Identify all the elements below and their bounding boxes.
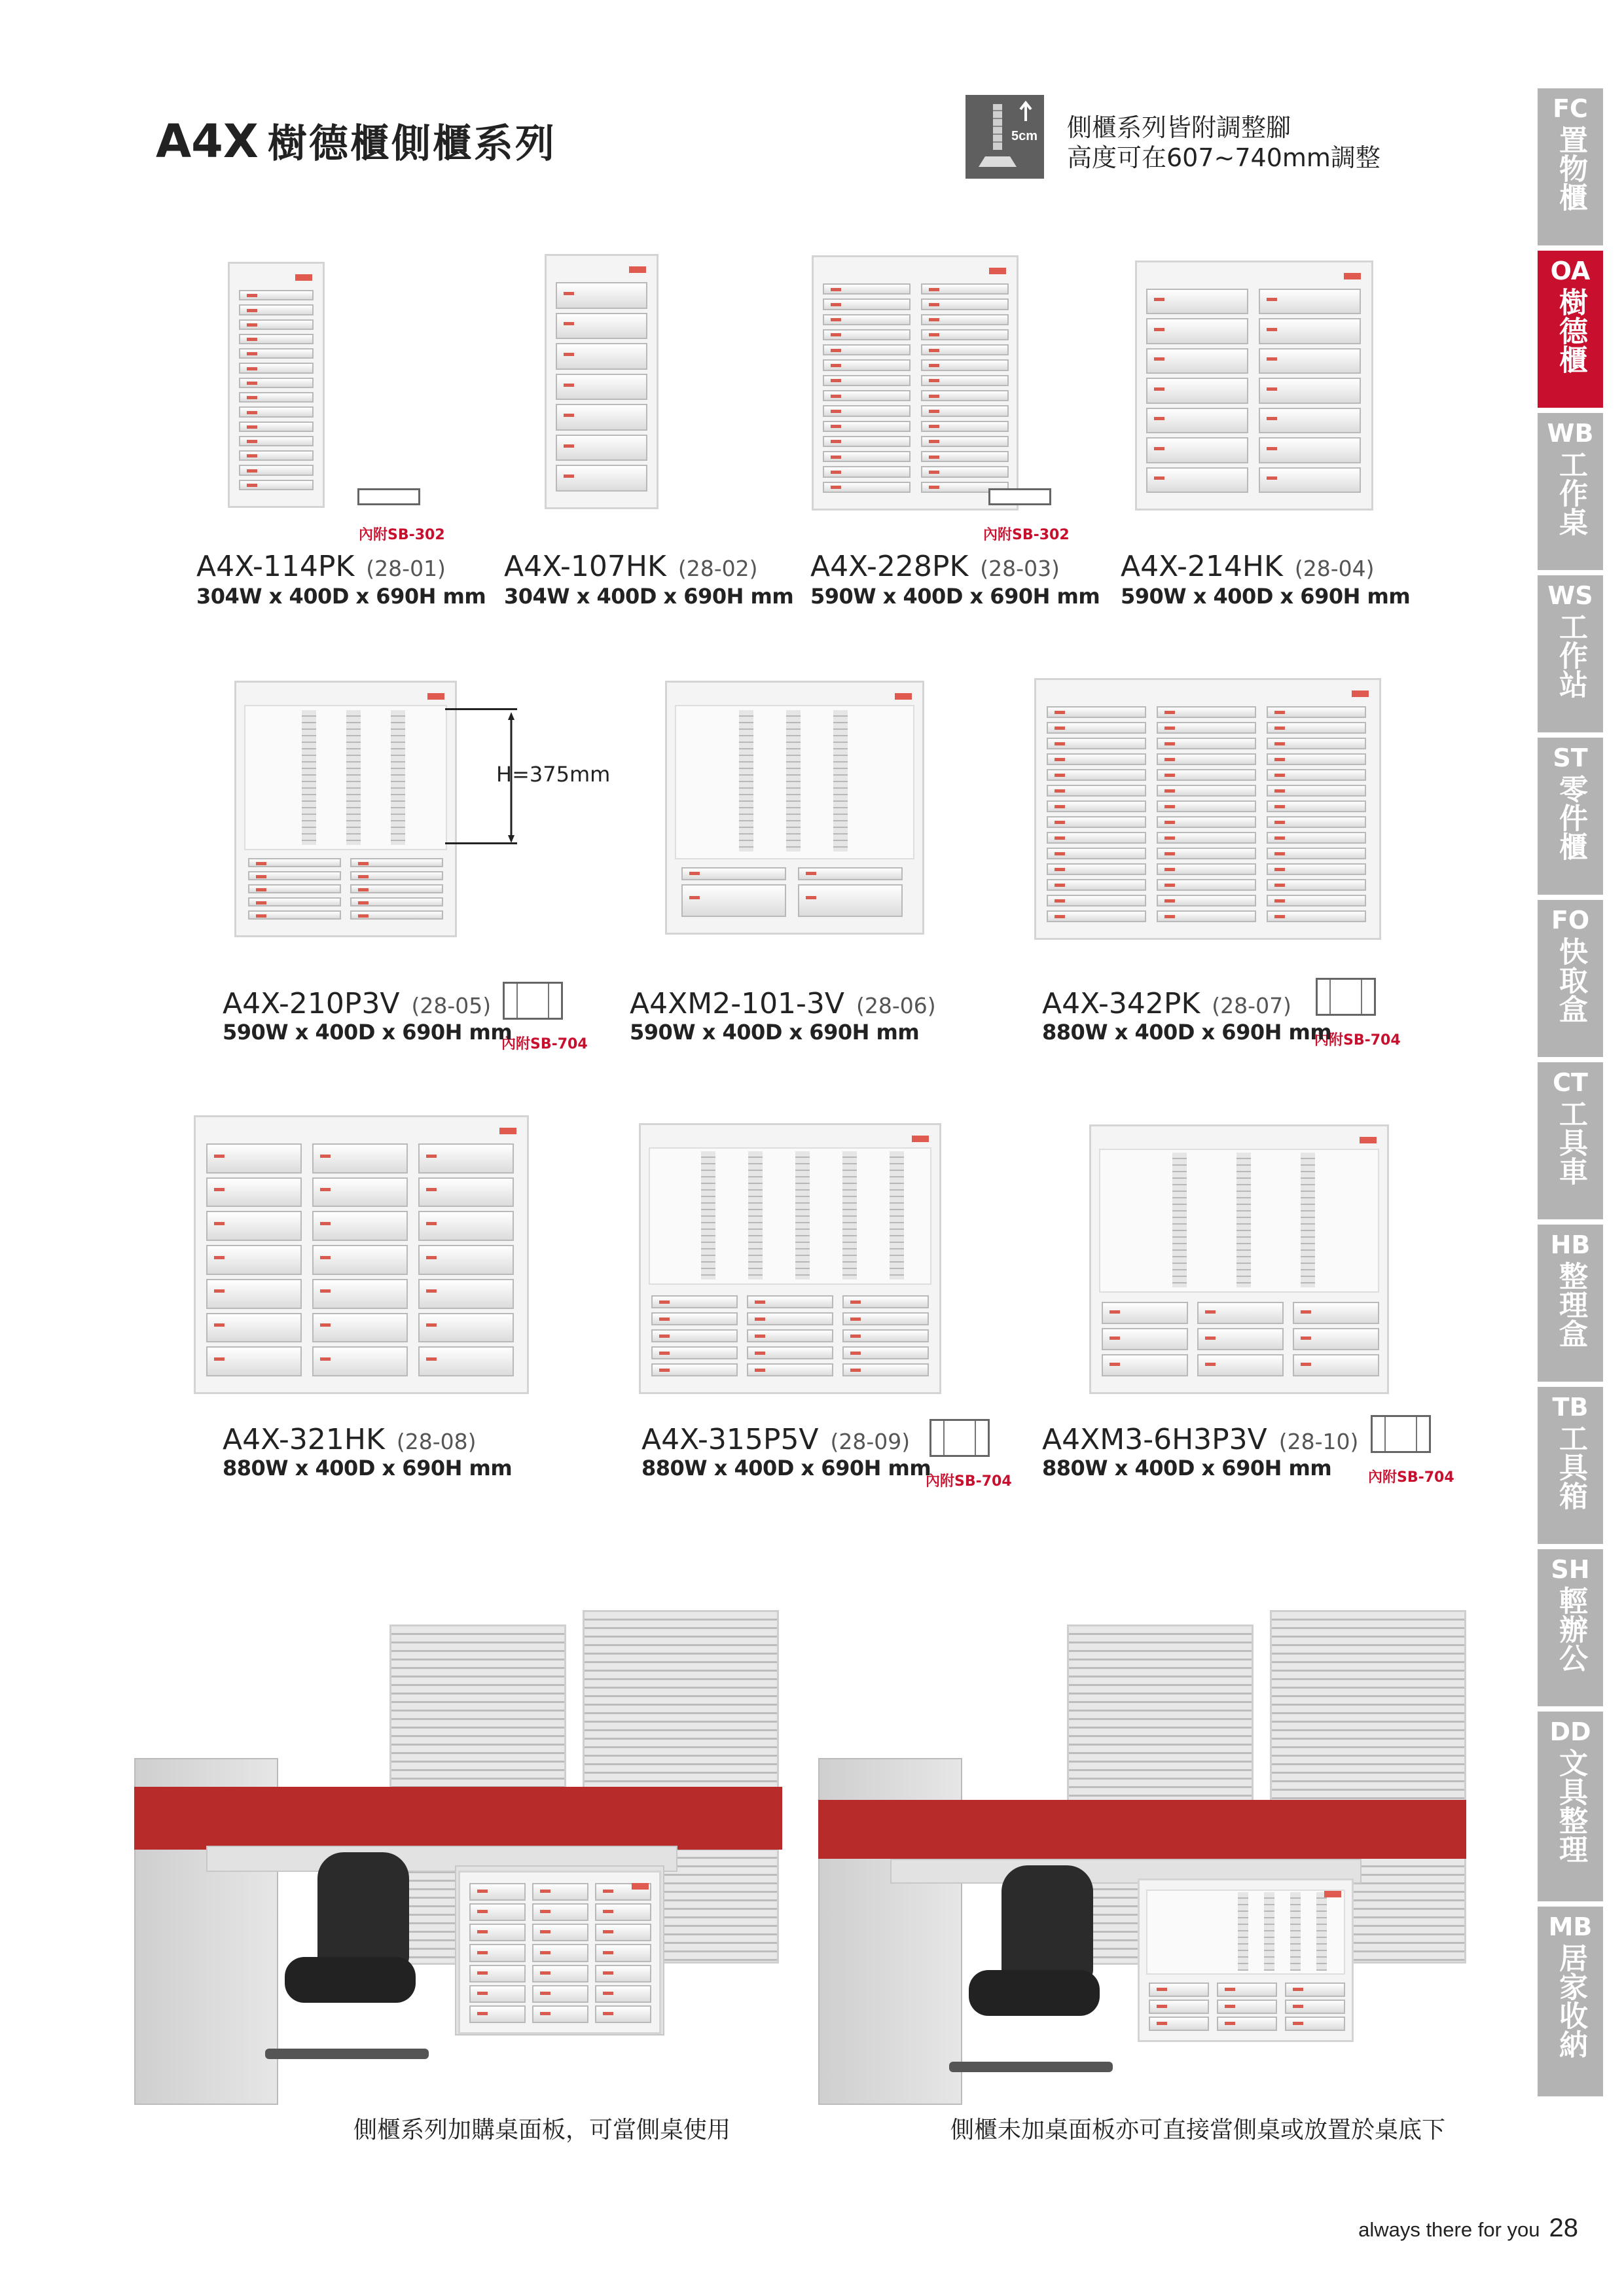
product-name: A4X-228PK (28-03) [810,550,1060,583]
office-photo-right [812,1590,1476,2114]
height-guide-top [445,708,517,710]
tab-wb[interactable]: WB 工作桌 [1538,413,1603,570]
tab-ws[interactable]: WS 工作站 [1538,575,1603,732]
right-photo-caption: 側櫃未加桌面板亦可直接當側桌或放置於桌底下 [950,2117,1446,2144]
tab-dd[interactable]: DD 文具整理 [1538,1712,1603,1901]
sb-704-tray-icon [503,982,563,1020]
product-name: A4X-214HK (28-04) [1121,550,1375,583]
left-photo-caption: 側櫃系列加購桌面板，可當側桌使用 [353,2117,731,2144]
product-name: A4XM2-101-3V (28-06) [630,987,936,1020]
height-adjust-icon [965,95,1044,179]
tab-mb[interactable]: MB 居家收納 [1538,1907,1603,2096]
height-guide-bottom [445,842,517,844]
product-dimensions: 590W x 400D x 690H mm [810,584,1100,609]
product-name: A4X-321HK (28-08) [223,1423,477,1456]
sb-704-tray-icon [1316,978,1376,1016]
product-name: A4X-342PK (28-07) [1042,987,1291,1020]
cabinet-image [1034,678,1381,940]
cabinet-image [228,262,325,508]
accessory-label: 內附SB-302 [359,527,445,543]
cabinet-image [639,1123,941,1394]
cabinet-image [665,681,924,935]
product-name: A4X-107HK (28-02) [504,550,758,583]
footer-slogan: always there for you [1358,2218,1540,2241]
tab-oa[interactable]: OA 樹德櫃 [1538,251,1603,408]
sb-302-tray-icon [357,488,420,505]
adjustable-feet-note [1067,113,1380,173]
tab-sh[interactable]: SH 輕辦公 [1538,1549,1603,1706]
tab-st[interactable]: ST 零件櫃 [1538,738,1603,895]
product-dimensions: 880W x 400D x 690H mm [223,1456,513,1480]
category-tabs [1538,88,1603,2102]
product-dimensions: 880W x 400D x 690H mm [641,1456,931,1480]
height-icon-label: 5cm [1011,129,1038,143]
office-photo-left [128,1590,792,2114]
product-dimensions: 880W x 400D x 690H mm [1042,1020,1332,1045]
product-dimensions: 880W x 400D x 690H mm [1042,1456,1332,1480]
accessory-label: 內附SB-704 [501,1036,588,1052]
cabinet-image [234,681,457,937]
page-title [156,113,556,169]
product-name: A4X-315P5V (28-09) [641,1423,911,1456]
sb-704-tray-icon [1371,1415,1431,1453]
side-cabinet-photo [458,1871,661,2034]
accessory-label: 內附SB-302 [983,527,1070,543]
product-name: A4X-210P3V (28-05) [223,987,492,1020]
product-dimensions: 304W x 400D x 690H mm [196,584,486,609]
page-footer [1358,2214,1578,2243]
tab-fo[interactable]: FO 快取盒 [1538,900,1603,1057]
product-dimensions: 590W x 400D x 690H mm [630,1020,920,1045]
tab-hb[interactable]: HB 整理盒 [1538,1225,1603,1382]
tab-tb[interactable]: TB 工具箱 [1538,1387,1603,1544]
cabinet-image [1089,1124,1389,1394]
note-line-1: 側櫃系列皆附調整腳 [1067,113,1291,142]
series-title: 樹德櫃側櫃系列 [267,121,556,167]
accessory-label: 內附SB-704 [1368,1469,1454,1486]
tab-fc[interactable]: FC 置物櫃 [1538,88,1603,245]
product-name: A4XM3-6H3P3V (28-10) [1042,1423,1359,1456]
note-line-2: 高度可在607~740mm調整 [1067,143,1380,172]
side-cabinet-photo [1138,1878,1354,2042]
accessory-label: 內附SB-704 [1314,1032,1401,1049]
cabinet-image [194,1115,529,1394]
product-name: A4X-114PK (28-01) [196,550,446,583]
sb-704-tray-icon [929,1419,990,1457]
product-dimensions: 590W x 400D x 690H mm [1121,584,1411,609]
product-dimensions: 590W x 400D x 690H mm [223,1020,513,1045]
series-code: A4X [156,115,259,168]
height-label: H=375mm [496,762,611,787]
cabinet-image [812,255,1019,511]
cabinet-image [545,254,659,509]
page-number: 28 [1549,2214,1578,2242]
cabinet-image [1135,260,1373,511]
sb-302-tray-icon [988,488,1051,505]
tab-ct[interactable]: CT 工具車 [1538,1062,1603,1219]
product-dimensions: 304W x 400D x 690H mm [504,584,794,609]
accessory-label: 內附SB-704 [926,1473,1012,1490]
